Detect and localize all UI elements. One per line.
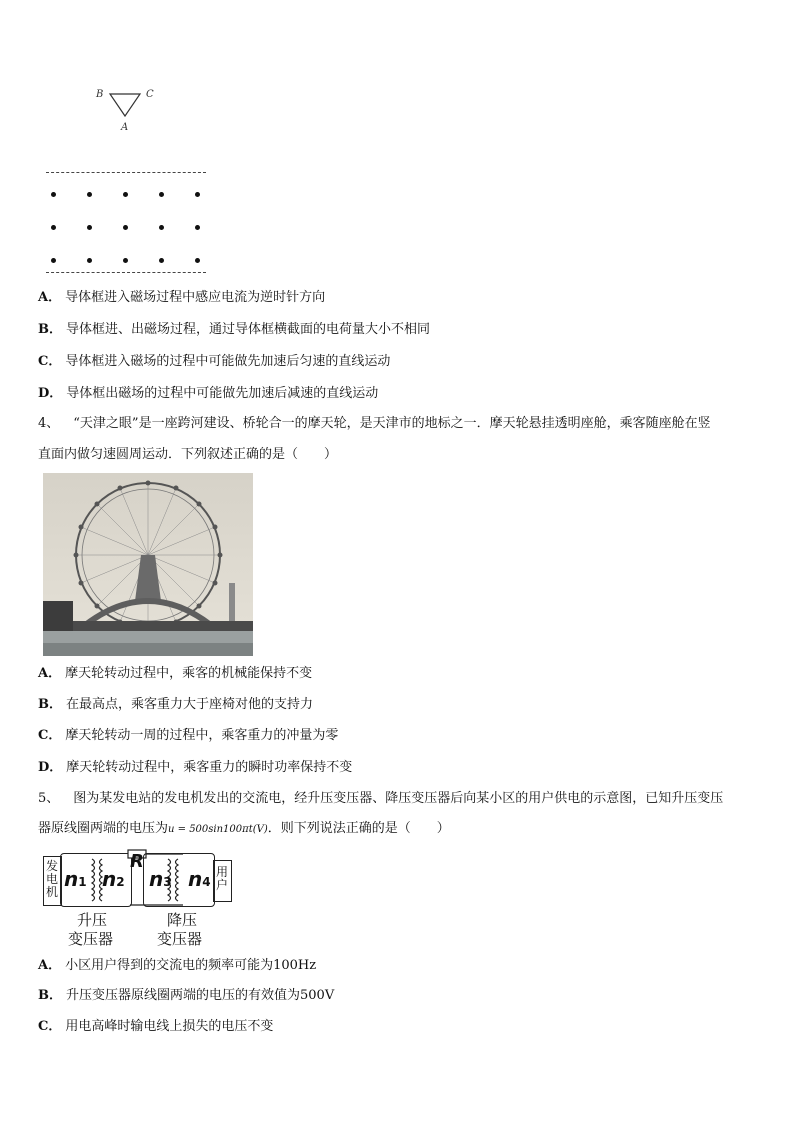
field-boundary-top: [46, 172, 206, 173]
q5-option-b: B． 升压变压器原线圈两端的电压的有效值为500V: [38, 988, 335, 1003]
step-up-caption-1: 升压: [77, 911, 108, 929]
q4-option-b: B． 在最高点，乘客重力大于座椅对他的支持力: [38, 697, 314, 712]
ferris-wheel-photo: [43, 473, 253, 656]
triangle-label-c: C: [146, 89, 154, 100]
field-boundary-bottom: [46, 272, 206, 273]
step-down-caption-1: 降压: [167, 911, 198, 929]
triangle-figure: [100, 88, 170, 138]
q3-option-c: C． 导体框进入磁场的过程中可能做先加速后匀速的直线运动: [38, 354, 391, 369]
q4-option-c: C． 摩天轮转动一周的过程中，乘客重力的冲量为零: [38, 728, 339, 743]
step-up-caption-2: 变压器: [68, 930, 114, 948]
q5-option-c: C． 用电高峰时输电线上损失的电压不变: [38, 1019, 274, 1034]
q3-option-d: D． 导体框出磁场的过程中可能做先加速后减速的直线运动: [38, 386, 379, 401]
voltage-formula: u = 500sin100πt(V): [168, 824, 268, 835]
generator-label: 发电机: [45, 859, 58, 899]
resistor-label: R: [130, 851, 144, 872]
triangle-label-a: A: [121, 122, 129, 133]
user-label: 用户: [215, 865, 228, 892]
q4-stem-line2: 直面内做匀速圆周运动．下列叙述正确的是（ ）: [38, 447, 338, 462]
q4-option-a: A． 摩天轮转动过程中，乘客的机械能保持不变: [38, 666, 313, 681]
q5-option-a: A． 小区用户得到的交流电的频率可能为100Hz: [38, 958, 317, 973]
q5-number: 5、: [38, 791, 60, 806]
n2-label: n2: [102, 867, 125, 891]
step-down-caption-2: 变压器: [157, 930, 203, 948]
q3-option-b: B． 导体框进、出磁场过程，通过导体框横截面的电荷量大小不相同: [38, 322, 431, 337]
n3-label: n3: [149, 867, 172, 891]
q3-option-a: A． 导体框进入磁场过程中感应电流为逆时针方向: [38, 290, 326, 305]
q5-stem-line1: 5、 图为某发电站的发电机发出的交流电，经升压变压器、降压变压器后向某小区的用户供电的示意图，已知升压变压: [38, 791, 724, 806]
n1-label: n1: [64, 867, 87, 891]
q4-stem-line1: 4、 “天津之眼”是一座跨河建设、桥轮合一的摩天轮，是天津市的地标之一．摩天轮悬挂透明座舱，乘客随座舱在竖: [38, 416, 711, 431]
q4-number: 4、: [38, 416, 60, 431]
triangle-label-b: B: [96, 89, 104, 100]
q5-stem-line2: 器原线圈两端的电压为u = 500sin100πt(V)．则下列说法正确的是（ ）: [38, 821, 450, 836]
q4-option-d: D． 摩天轮转动过程中，乘客重力的瞬时功率保持不变: [38, 760, 353, 775]
n4-label: n4: [188, 867, 211, 891]
